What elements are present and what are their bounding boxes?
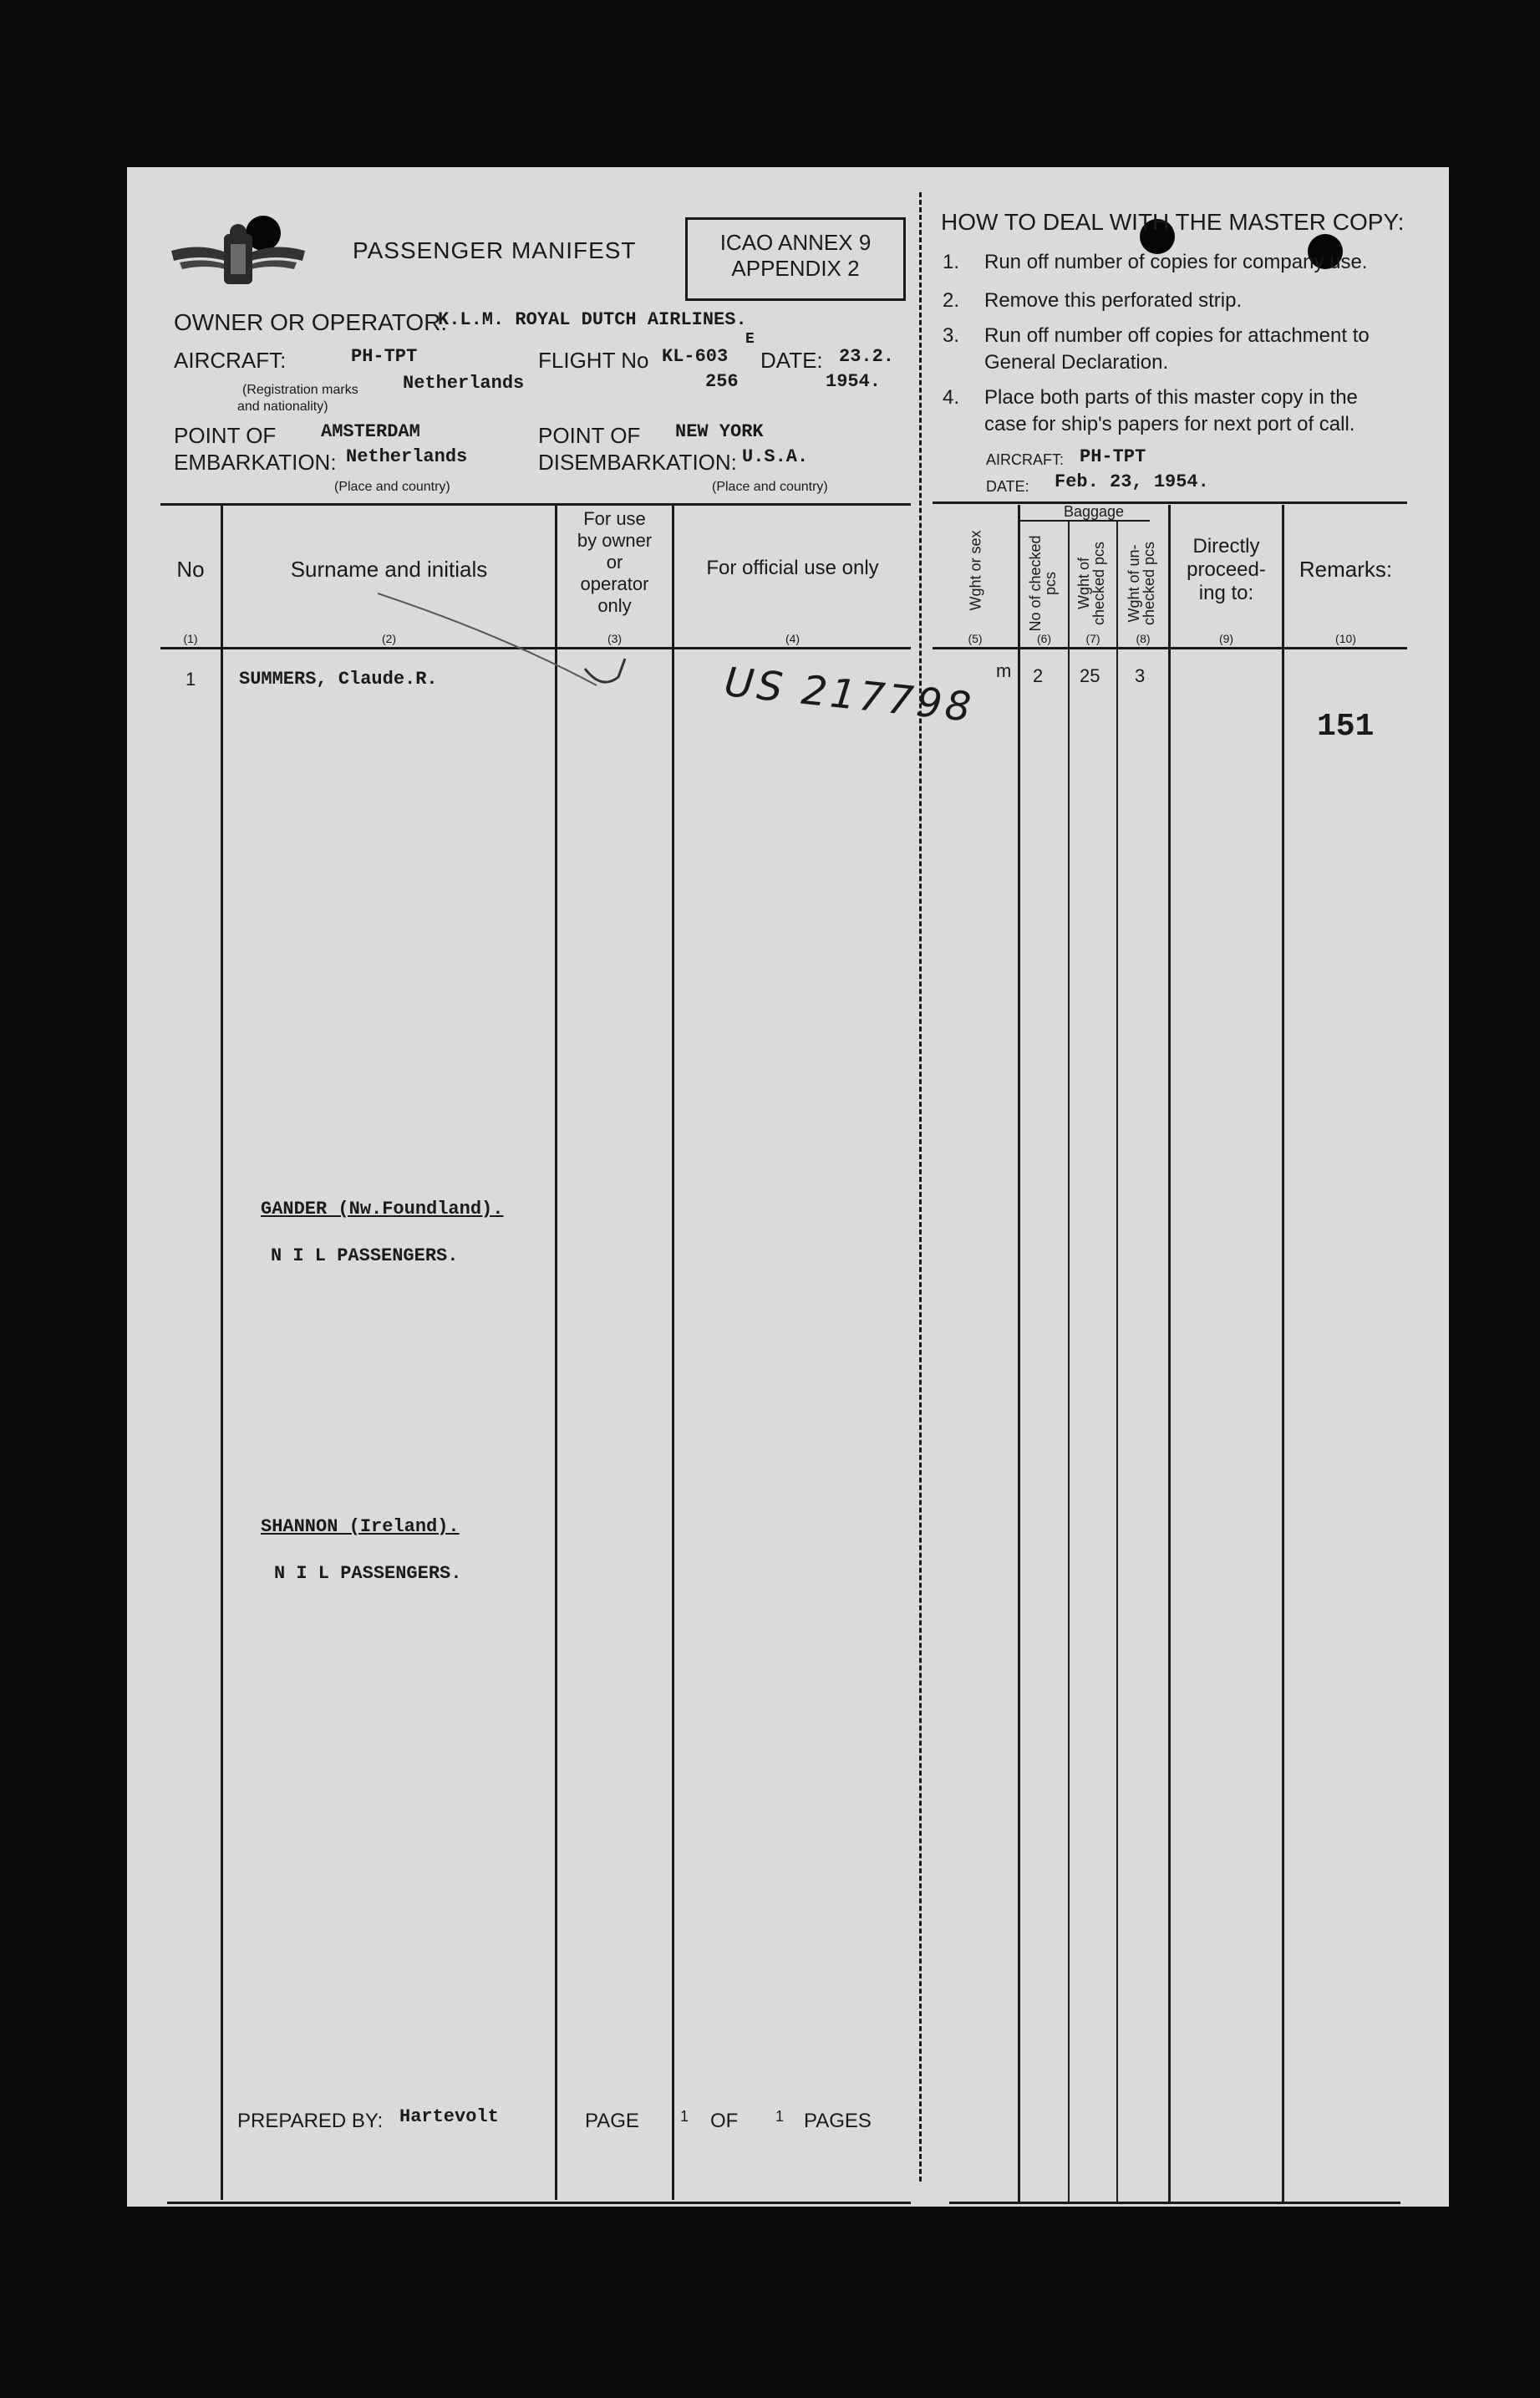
header-official: For official use only <box>706 557 879 579</box>
instruction-4: Place both parts of this master copy in the <box>984 386 1358 409</box>
header-checked-wght: Wght of checked pcs <box>1075 541 1107 626</box>
header-remarks: Remarks: <box>1299 557 1393 582</box>
directly-line: ing to: <box>1198 582 1254 604</box>
owner-use-line: or <box>606 552 623 573</box>
prepared-value: Hartevolt <box>399 2106 499 2127</box>
header-checked-pcs: No of checked pcs <box>1027 535 1059 632</box>
col-line <box>555 505 557 2200</box>
col-number: (5) <box>968 632 983 645</box>
instruction-4-num: 4. <box>943 386 960 409</box>
prepared-label: PREPARED BY: <box>237 2110 384 2132</box>
instruction-1-num: 1. <box>943 251 960 273</box>
stop-gander-note: N I L PASSENGERS. <box>271 1245 459 1266</box>
remarks-stamp: 151 <box>1317 709 1375 745</box>
annex-box <box>685 217 906 301</box>
checked-pcs: 2 <box>1033 665 1044 686</box>
table-top-right <box>933 501 1407 504</box>
disembark-note: (Place and country) <box>712 480 828 494</box>
nationality-value: Netherlands <box>403 373 525 394</box>
instruction-3-num: 3. <box>943 324 960 347</box>
unchecked-weight: 3 <box>1135 665 1146 686</box>
date-value2: 1954. <box>826 371 882 392</box>
header-surname: Surname and initials <box>290 557 488 582</box>
row-number: 1 <box>186 669 196 690</box>
table-top-left <box>160 503 911 506</box>
annex-line1: ICAO ANNEX 9 <box>719 230 872 255</box>
aircraft-label: AIRCRAFT: <box>174 348 287 373</box>
header-no: No <box>176 557 205 582</box>
flight-value2: 256 <box>705 371 739 392</box>
footer-line-left <box>167 2202 911 2204</box>
passenger-sex: m <box>996 660 1012 681</box>
col-line <box>1018 505 1020 2202</box>
stop-shannon-note: N I L PASSENGERS. <box>274 1563 462 1584</box>
owner-label: OWNER OR OPERATOR: <box>174 309 448 335</box>
aircraft-value: PH-TPT <box>351 346 418 367</box>
instruction-3-line2: General Declaration. <box>984 351 1169 374</box>
passenger-name: SUMMERS, Claude.R. <box>239 669 438 690</box>
col-number: (3) <box>607 632 623 645</box>
embark-label1: POINT OF <box>174 423 277 448</box>
col-line <box>672 505 674 2200</box>
col-number: (1) <box>183 632 198 645</box>
col-line <box>1282 505 1284 2202</box>
page-label: PAGE <box>585 2110 639 2132</box>
disembark-label2: DISEMBARKATION: <box>538 450 737 475</box>
directly-line: proceed- <box>1187 558 1266 581</box>
embark-city: AMSTERDAM <box>321 421 420 442</box>
owner-use-line: For use <box>583 508 646 529</box>
pages-label: PAGES <box>804 2110 872 2132</box>
col-line <box>1168 505 1171 2202</box>
instruction-4-line2: case for ship's papers for next port of call. <box>984 413 1355 435</box>
col-line <box>221 505 223 2200</box>
of-value: 1 <box>775 2108 785 2125</box>
stop-gander: GANDER (Nw.Foundland). <box>261 1199 504 1219</box>
flight-value: KL-603 <box>662 346 729 367</box>
flight-suffix: E <box>745 331 755 348</box>
directly-line: Directly <box>1192 535 1260 557</box>
flight-label: FLIGHT No <box>538 348 649 373</box>
page-value: 1 <box>680 2108 689 2125</box>
instruction-2: Remove this perforated strip. <box>984 289 1243 312</box>
official-handwritten: US 217798 <box>722 659 977 732</box>
disembark-city: NEW YORK <box>675 421 764 442</box>
instruction-2-num: 2. <box>943 289 960 312</box>
col-number: (4) <box>785 632 800 645</box>
disembark-label1: POINT OF <box>538 423 641 448</box>
instruction-1: Run off number of copies for company use. <box>984 251 1368 273</box>
disembark-country: U.S.A. <box>742 446 809 467</box>
of-label: OF <box>710 2110 739 2132</box>
header-directly <box>1171 535 1282 605</box>
instruction-3: Run off number off copies for attachment to <box>984 324 1370 347</box>
instr-date-label: DATE: <box>986 478 1029 495</box>
col-number: (8) <box>1136 632 1151 645</box>
col-number: (7) <box>1085 632 1100 645</box>
manifest-page <box>127 167 1449 2207</box>
instr-aircraft-value: PH-TPT <box>1080 446 1146 467</box>
owner-use-line: operator <box>580 573 649 594</box>
header-weight-sex: Wght or sex <box>967 530 984 611</box>
col-number: (6) <box>1036 632 1052 645</box>
footer-line-right <box>949 2202 1400 2204</box>
manifest-title: PASSENGER MANIFEST <box>353 237 637 263</box>
embark-label2: EMBARKATION: <box>174 450 337 475</box>
stop-shannon: SHANNON (Ireland). <box>261 1516 460 1537</box>
header-unchecked-wght: Wght of un-checked pcs <box>1126 541 1157 626</box>
instructions-title: HOW TO DEAL WITH THE MASTER COPY: <box>941 209 1405 235</box>
klm-logo-icon <box>167 217 309 293</box>
perforation-line <box>919 192 922 2182</box>
date-label: DATE: <box>760 348 823 373</box>
date-value: 23.2. <box>839 346 895 367</box>
owner-use-line: by owner <box>577 530 653 551</box>
annex-line2: APPENDIX 2 <box>731 256 860 281</box>
embark-note: (Place and country) <box>334 480 450 494</box>
registration-note1: (Registration marks <box>242 383 358 397</box>
header-baggage: Baggage <box>1063 503 1125 520</box>
owner-use-line: only <box>597 595 632 616</box>
checked-weight: 25 <box>1080 665 1100 686</box>
col-number: (2) <box>381 632 397 645</box>
owner-value: K.L.M. ROYAL DUTCH AIRLINES. <box>438 309 747 330</box>
col-line <box>1116 522 1118 2202</box>
instr-date-value: Feb. 23, 1954. <box>1055 471 1209 492</box>
instr-aircraft-label: AIRCRAFT: <box>986 451 1065 468</box>
col-line <box>1068 522 1070 2202</box>
registration-note2: and nationality) <box>237 400 328 414</box>
col-number: (9) <box>1218 632 1234 645</box>
embark-country: Netherlands <box>346 446 468 467</box>
col-number: (10) <box>1335 632 1356 645</box>
